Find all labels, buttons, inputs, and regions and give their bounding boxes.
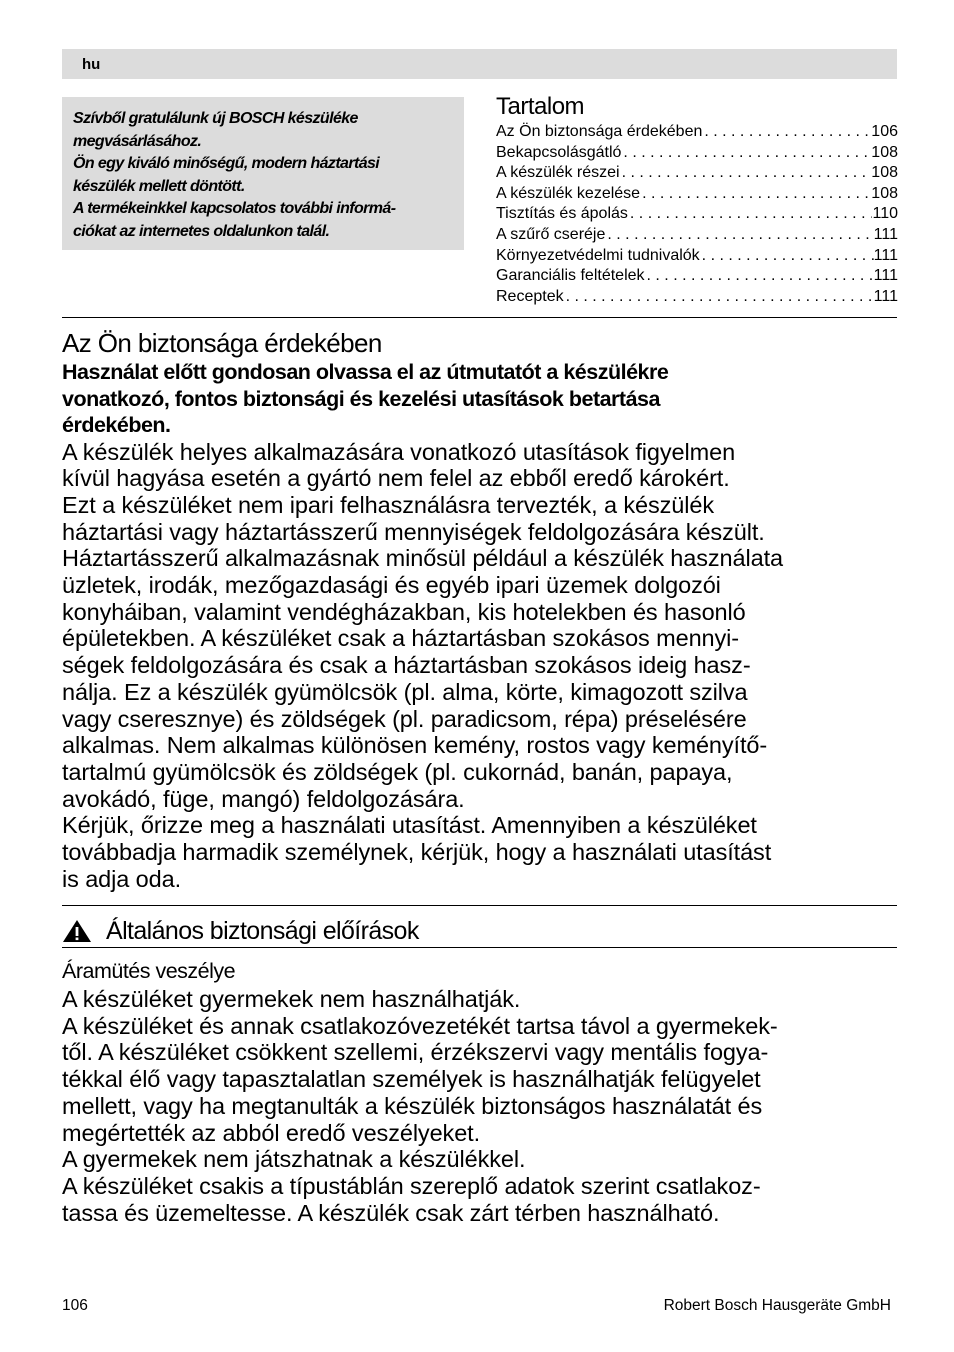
toc-entry-title: Bekapcsolásgátló — [496, 143, 622, 161]
toc-entry[interactable] — [496, 225, 898, 246]
safety-lead-line: vonatkozó, fontos biztonsági és kezelési utasítások betartása — [62, 386, 660, 411]
safety-lead-line: érdekében. — [62, 413, 171, 437]
intro-line: készülék mellett döntött. — [73, 177, 245, 195]
intro-line: Szívből gratulálunk új BOSCH készüléke — [73, 110, 358, 127]
toc-entry-page: 110 — [872, 205, 898, 223]
safety-body-line: konyháiban, valamint vendégházakban, kis hotelekben és hasonló — [62, 598, 746, 625]
toc-entry-title: Tisztítás és ápolás — [496, 205, 628, 223]
toc-entry[interactable] — [496, 246, 898, 267]
general-safety-header — [62, 915, 897, 947]
safety-body-line: továbbadja harmadik személynek, kérjük, hogy a használati utasítást — [62, 839, 772, 866]
shock-hazard-title: Áramütés veszélye — [62, 959, 236, 983]
safety-body-line: tartalmú gyümölcsök és zöldségek (pl. cukornád, banán, papaya, — [62, 758, 733, 785]
safety-body-line: nálja. Ez a készülék gyümölcsök (pl. alma, körte, kimagozott szilva — [62, 678, 748, 705]
general-body-line: A készüléket és annak csatlakozóvezetékét tartsa távol a gyermekek- — [62, 1012, 778, 1039]
general-body-line: A készüléket gyermekek nem használhatják. — [62, 986, 521, 1012]
toc-entry[interactable] — [496, 143, 898, 164]
toc-entry-title: Az Ön biztonsága érdekében — [496, 123, 703, 140]
divider — [62, 317, 897, 318]
safety-section — [62, 327, 902, 892]
intro-line: ciókat az internetes oldalunkon talál. — [73, 222, 330, 240]
general-body-line: tassa és üzemeltesse. A készülék csak zárt térben használható. — [62, 1199, 720, 1226]
toc-entry-title: Receptek — [496, 287, 564, 305]
safety-body-line: vagy cseresznye) és zöldségek (pl. paradicsom, répa) préselésére — [62, 705, 747, 732]
toc-entry-page: 108 — [871, 184, 898, 202]
safety-body-line: avokádó, füge, mangó) feldolgozására. — [62, 785, 465, 812]
general-body-line: től. A készüléket csökkent szellemi, érzékszervi vagy mentális fogya- — [62, 1039, 769, 1066]
safety-body-line: Háztartásszerű alkalmazásnak minősül például a készülék használata — [62, 545, 783, 572]
toc-entry-title: Garanciális feltételek — [496, 267, 645, 285]
safety-title: Az Ön biztonsága érdekében — [62, 328, 382, 358]
intro-box — [62, 97, 464, 250]
safety-body-line: háztartási vagy háztartásszerű mennyiségek feldolgozására készült. — [62, 518, 765, 545]
toc-entry-page: 108 — [871, 143, 898, 161]
safety-body-line: üzletek, irodák, mezőgazdasági és egyéb ipari üzemek dolgozói — [62, 572, 721, 599]
general-body-line: megértették az abból eredő veszélyeket. — [62, 1119, 481, 1146]
safety-body-line: Ezt a készüléket nem ipari felhasználásra tervezték, a készülék — [62, 491, 715, 518]
general-safety-section — [62, 957, 902, 1226]
language-bar — [62, 49, 897, 79]
safety-body-line: kívül hagyása esetén a gyártó nem felel az ebből eredő károkért. — [62, 465, 730, 492]
toc-entry[interactable] — [496, 122, 898, 143]
toc-entry[interactable] — [496, 204, 898, 225]
toc-entry-page: 106 — [871, 123, 898, 140]
intro-line: A termékeinkkel kapcsolatos további informá- — [73, 200, 396, 218]
toc-entry-page: 111 — [873, 246, 898, 264]
general-body-line: A készüléket csakis a típustáblán szereplő adatok szerint csatlakoz- — [62, 1172, 761, 1199]
safety-body-line: alkalmas. Nem alkalmas különösen kemény, rostos vagy keményítő- — [62, 732, 768, 759]
toc-entry[interactable] — [496, 163, 898, 184]
toc-entry-page: 111 — [873, 287, 898, 305]
toc-entry-page: 111 — [873, 267, 898, 285]
intro-line: Ön egy kiváló minőségű, modern háztartási — [73, 155, 380, 173]
toc-entry-title: A készülék kezelése — [496, 184, 641, 202]
general-body-line: tékkal élő vagy tapasztalatlan személyek is használhatják felügyelet — [62, 1066, 761, 1093]
general-safety-title: Általános biztonsági előírások — [106, 916, 419, 945]
safety-lead-line: Használat előtt gondosan olvassa el az útmutatót a készülékre — [62, 360, 669, 384]
general-body-line: mellett, vagy ha megtanulták a készülék biztonságos használatát és — [62, 1092, 763, 1119]
toc-entry-title: A szűrő cseréje — [496, 225, 606, 243]
page-number: 106 — [62, 1297, 88, 1314]
toc-entry-page: 111 — [873, 225, 898, 243]
safety-body-line: ségek feldolgozására és csak a háztartásban szokásos ideig hasz- — [62, 652, 751, 679]
company-name: Robert Bosch Hausgeräte GmbH — [663, 1297, 891, 1314]
safety-body-line: is adja oda. — [62, 865, 181, 892]
intro-line: megvásárlásához. — [73, 132, 202, 150]
toc-entry-page: 108 — [871, 164, 898, 182]
language-code: hu — [82, 56, 101, 73]
safety-body-line: épületekben. A készüléket csak a háztartásban szokásos mennyi- — [62, 625, 739, 652]
toc-entry[interactable] — [496, 266, 898, 287]
toc-entry[interactable] — [496, 184, 898, 205]
divider — [62, 905, 897, 906]
table-of-contents — [496, 92, 898, 307]
warning-icon — [62, 919, 92, 943]
safety-body-line: A készülék helyes alkalmazására vonatkozó utasítások figyelmen — [62, 438, 736, 465]
divider — [62, 947, 897, 948]
toc-title: Tartalom — [496, 93, 585, 120]
toc-entry-title: Környezetvédelmi tudnivalók — [496, 246, 700, 264]
toc-entry[interactable] — [496, 287, 898, 308]
toc-entry-title: A készülék részei — [496, 164, 620, 182]
safety-body-line: Kérjük, őrizze meg a használati utasítást. Amennyiben a készüléket — [62, 812, 757, 839]
general-body-line: A gyermekek nem játszhatnak a készülékkel. — [62, 1146, 526, 1173]
